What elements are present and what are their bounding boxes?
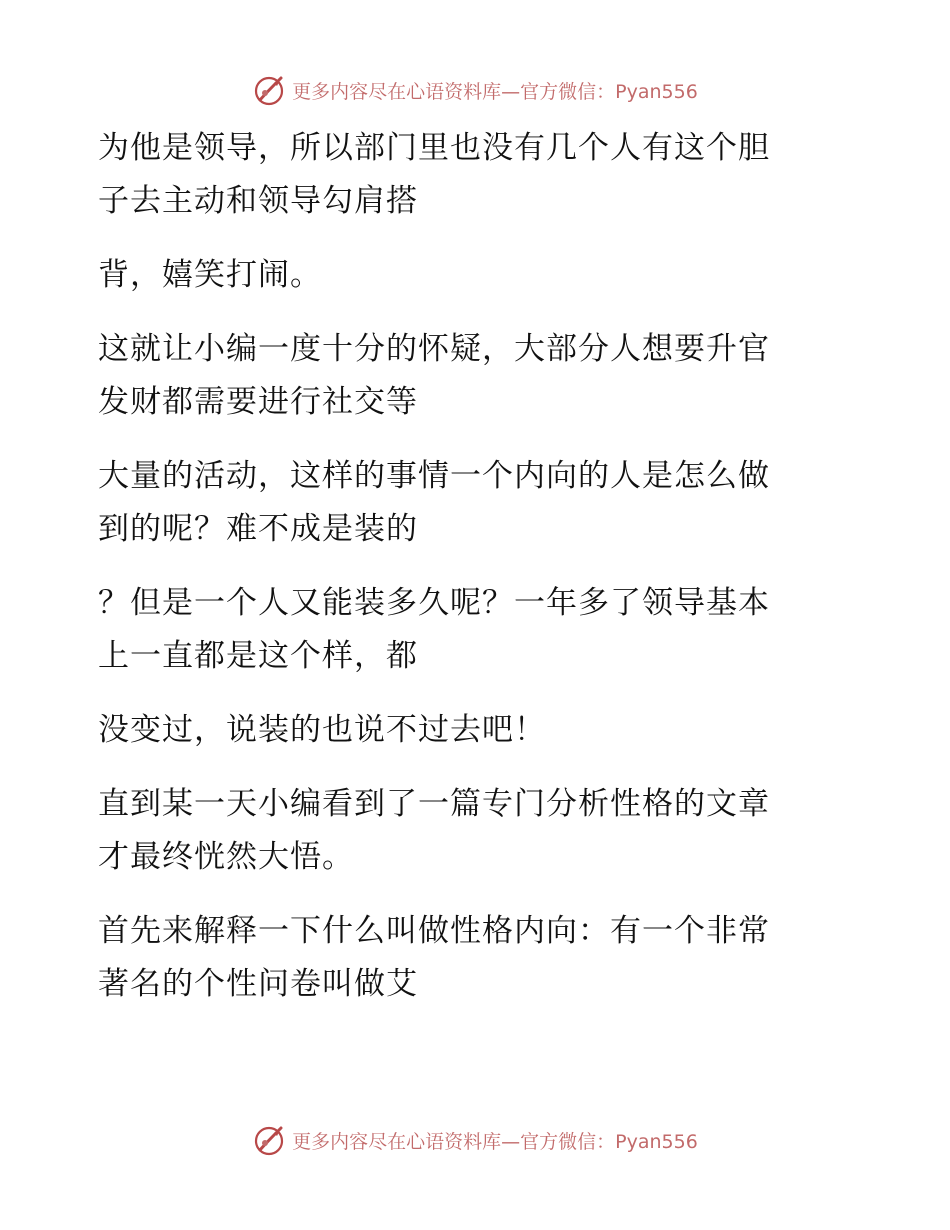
watermark-text: 更多内容尽在心语资料库—官方微信：Pyan556 [292, 1130, 698, 1153]
text-line: 子去主动和领导勾肩搭 [98, 183, 418, 219]
watermark-text: 更多内容尽在心语资料库—官方微信：Pyan556 [292, 80, 698, 103]
text-line: 这就让小编一度十分的怀疑，大部分人想要升官 [98, 331, 770, 367]
paragraph [98, 249, 838, 302]
text-line: 著名的个性问卷叫做艾 [98, 966, 418, 1002]
text-line: 为他是领导，所以部门里也没有几个人有这个胆 [98, 130, 770, 166]
text-line: 发财都需要进行社交等 [98, 384, 418, 420]
document-body [98, 122, 838, 1032]
text-line: 背，嬉笑打闹。 [98, 257, 322, 293]
text-line: 到的呢？难不成是装的 [98, 511, 418, 547]
text-line: 大量的活动，这样的事情一个内向的人是怎么做 [98, 458, 770, 494]
footer-watermark [0, 1120, 950, 1160]
paragraph [98, 450, 838, 556]
text-line: 首先来解释一下什么叫做性格内向：有一个非常 [98, 913, 770, 949]
paragraph [98, 122, 838, 228]
paragraph [98, 577, 838, 683]
paragraph [98, 778, 838, 884]
ink-pen-logo-icon [252, 73, 286, 107]
paragraph [98, 323, 838, 429]
text-line: 没变过，说装的也说不过去吧！ [98, 712, 546, 748]
text-line: 上一直都是这个样，都 [98, 638, 418, 674]
text-line: ？但是一个人又能装多久呢？一年多了领导基本 [98, 585, 770, 621]
paragraph [98, 905, 838, 1011]
paragraph [98, 704, 838, 757]
ink-pen-logo-icon [252, 1123, 286, 1157]
header-watermark [0, 70, 950, 110]
text-line: 才最终恍然大悟。 [98, 839, 354, 875]
text-line: 直到某一天小编看到了一篇专门分析性格的文章 [98, 786, 770, 822]
